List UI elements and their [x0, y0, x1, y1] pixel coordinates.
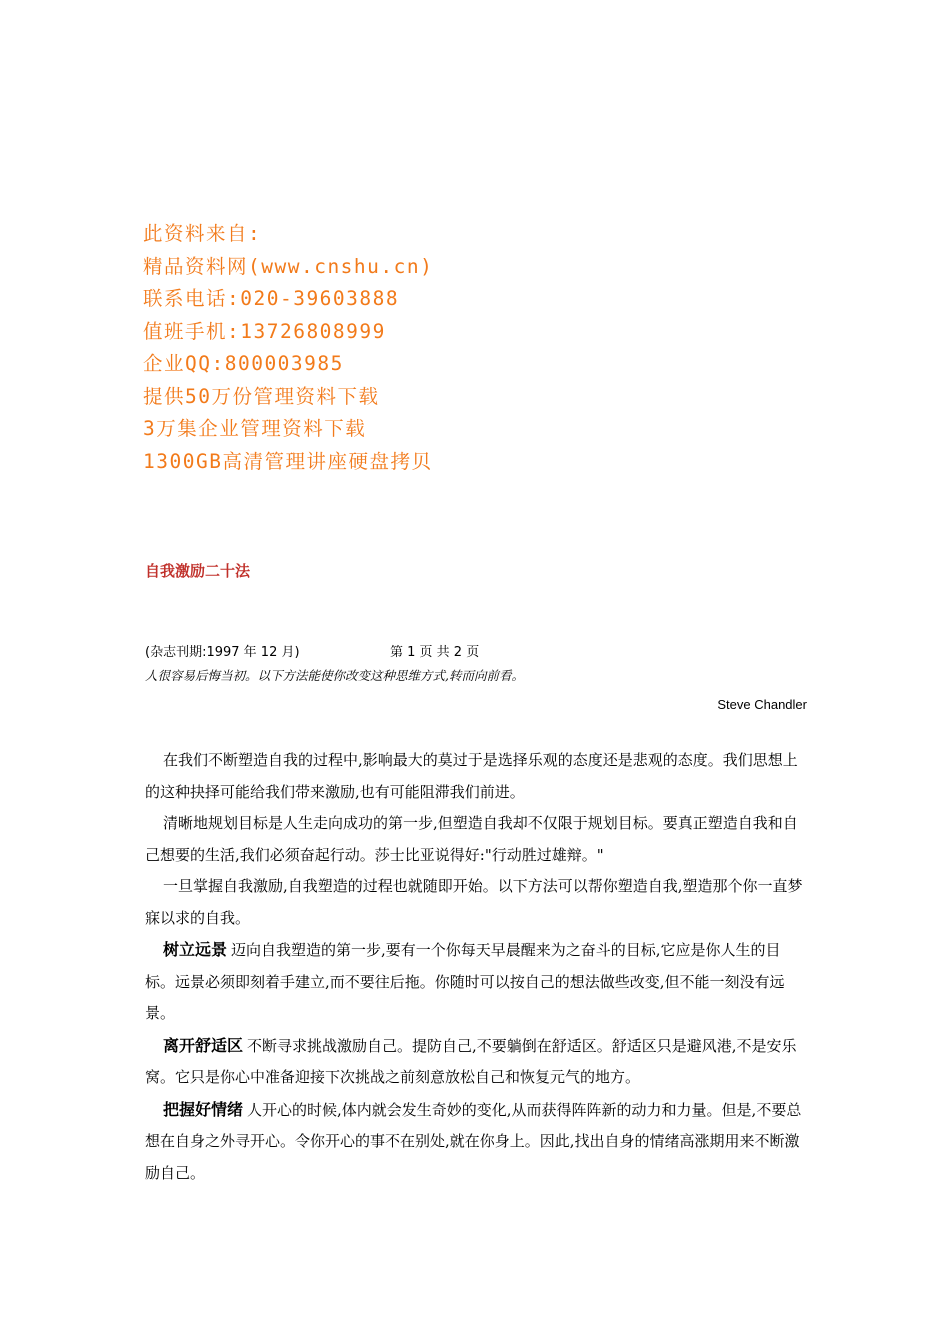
paragraph	[145, 934, 809, 1030]
promo-line: 1300GB高清管理讲座硬盘拷贝	[143, 449, 433, 473]
paragraph-lead: 把握好情绪	[163, 1099, 244, 1119]
issue-date: (杂志刊期:1997 年 12 月)	[145, 645, 300, 660]
paragraph-text: 迈向自我塑造的第一步,要有一个你每天早晨醒来为之奋斗的目标,它应是你人生的目标。远景必须即刻着手建立,而不要往后拖。你随时可以按自己的想法做些改变,但不能一刻没有远景。	[145, 941, 785, 1022]
promo-line: 3万集企业管理资料下载	[143, 417, 367, 440]
page-count: 第 1 页 共 2 页	[390, 645, 480, 660]
paragraph-lead: 离开舒适区	[163, 1035, 244, 1055]
article-body	[145, 745, 809, 1189]
paragraph	[145, 871, 809, 934]
paragraph	[145, 745, 809, 808]
paragraph-text: 清晰地规划目标是人生走向成功的第一步,但塑造自我却不仅限于规划目标。要真正塑造自我和自己想要的生活,我们必须奋起行动。莎士比亚说得好:"行动胜过雄辩。"	[145, 814, 798, 864]
promo-line: 联系电话:020-39603888	[143, 287, 400, 310]
promo-line: 企业QQ:800003985	[143, 352, 344, 375]
paragraph-text: 在我们不断塑造自我的过程中,影响最大的莫过于是选择乐观的态度还是悲观的态度。我们思想上的这种抉择可能给我们带来激励,也有可能阻滞我们前进。	[145, 751, 798, 801]
promo-line: 值班手机:13726808999	[143, 319, 386, 343]
paragraph-lead: 树立远景	[163, 940, 228, 959]
paragraph	[145, 1094, 809, 1190]
paragraph-text: 不断寻求挑战激励自己。提防自己,不要躺倒在舒适区。舒适区只是避风港,不是安乐窝。它只是你心中准备迎接下次挑战之前刻意放松自己和恢复元气的地方。	[145, 1036, 797, 1086]
paragraph	[145, 808, 809, 871]
promo-line: 此资料来自:	[143, 222, 262, 245]
article-meta	[145, 641, 645, 660]
promo-block	[143, 218, 623, 478]
article-subtitle: 人很容易后悔当初。以下方法能使你改变这种思维方式,转而向前看。	[145, 668, 524, 683]
paragraph-text: 人开心的时候,体内就会发生奇妙的变化,从而获得阵阵新的动力和力量。但是,不要总想在自身之外寻开心。令你开心的事不在别处,就在你身上。因此,找出自身的情绪高涨期用来不断激励自己。	[145, 1100, 802, 1182]
article-title: 自我激励二十法	[145, 562, 251, 580]
promo-line: 提供50万份管理资料下载	[143, 384, 380, 408]
paragraph	[145, 1030, 809, 1094]
paragraph-text: 一旦掌握自我激励,自我塑造的过程也就随即开始。以下方法可以帮你塑造自我,塑造那个你一直梦寐以求的自我。	[145, 877, 803, 927]
article-author: Steve Chandler	[717, 697, 807, 712]
promo-line: 精品资料网(www.cnshu.cn)	[143, 254, 434, 278]
